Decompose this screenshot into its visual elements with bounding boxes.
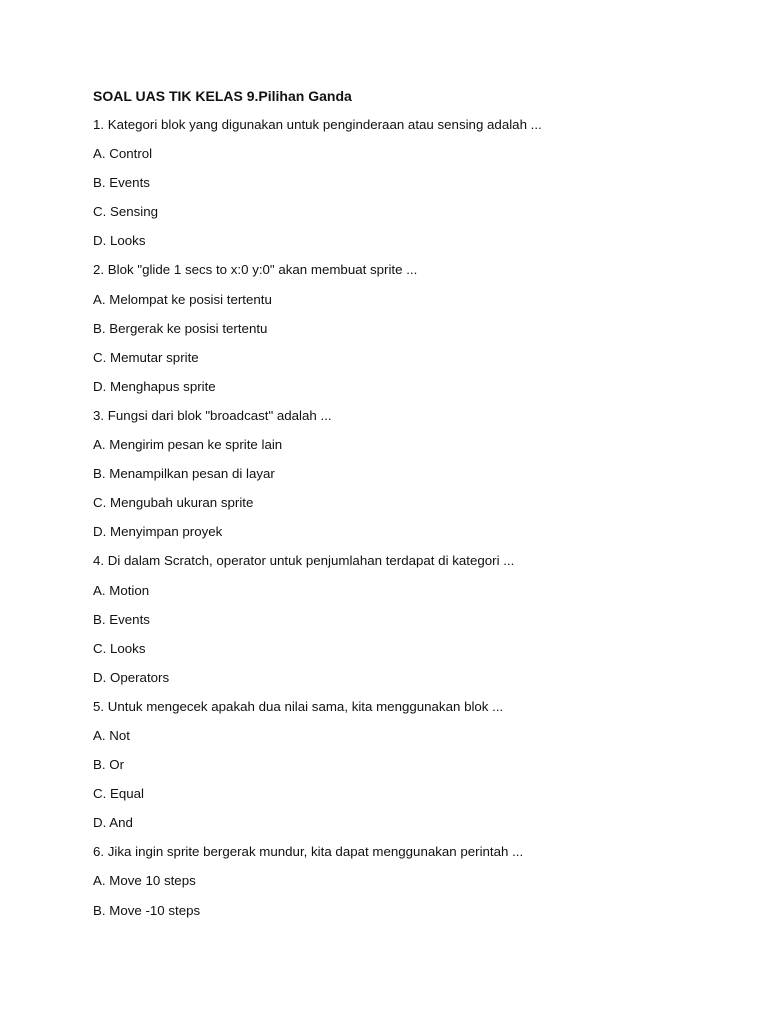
question-2-option-a: A. Melompat ke posisi tertentu (93, 291, 272, 307)
document-title: SOAL UAS TIK KELAS 9.Pilihan Ganda (93, 88, 352, 104)
question-5-option-a: A. Not (93, 727, 130, 743)
question-3: 3. Fungsi dari blok "broadcast" adalah ... (93, 407, 332, 423)
question-5-option-c: C. Equal (93, 786, 144, 802)
question-2-option-d: D. Menghapus sprite (93, 378, 216, 394)
question-4-option-b: B. Events (93, 611, 150, 627)
question-4-option-d: D. Operators (93, 669, 170, 685)
question-5: 5. Untuk mengecek apakah dua nilai sama, kita menggunakan blok ... (93, 698, 504, 714)
question-1: 1. Kategori blok yang digunakan untuk penginderaan atau sensing adalah ... (93, 117, 542, 132)
question-3-option-d: D. Menyimpan proyek (93, 524, 223, 540)
question-6-option-a: A. Move 10 steps (93, 873, 196, 889)
question-5-option-b: B. Or (93, 757, 125, 773)
question-3-option-a: A. Mengirim pesan ke sprite lain (93, 437, 283, 453)
question-2-option-c: C. Memutar sprite (93, 349, 199, 365)
question-5-option-d: D. And (93, 815, 133, 831)
question-4-option-a: A. Motion (93, 582, 150, 598)
question-1-option-b: B. Events (93, 175, 150, 191)
question-4-option-c: C. Looks (93, 640, 146, 656)
question-1-option-a: A. Control (93, 146, 153, 162)
question-3-option-c: C. Mengubah ukuran sprite (93, 495, 254, 511)
question-4: 4. Di dalam Scratch, operator untuk penjumlahan terdapat di kategori ... (93, 553, 515, 569)
question-1-option-d: D. Looks (93, 233, 146, 249)
question-6: 6. Jika ingin sprite bergerak mundur, kita dapat menggunakan perintah ... (93, 844, 524, 860)
question-6-option-b: B. Move -10 steps (93, 902, 201, 918)
question-1-option-c: C. Sensing (93, 204, 159, 220)
question-3-option-b: B. Menampilkan pesan di layar (93, 466, 275, 482)
document-body (93, 87, 713, 931)
question-2-option-b: B. Bergerak ke posisi tertentu (93, 320, 268, 336)
question-2: 2. Blok "glide 1 secs to x:0 y:0" akan membuat sprite ... (93, 262, 418, 278)
